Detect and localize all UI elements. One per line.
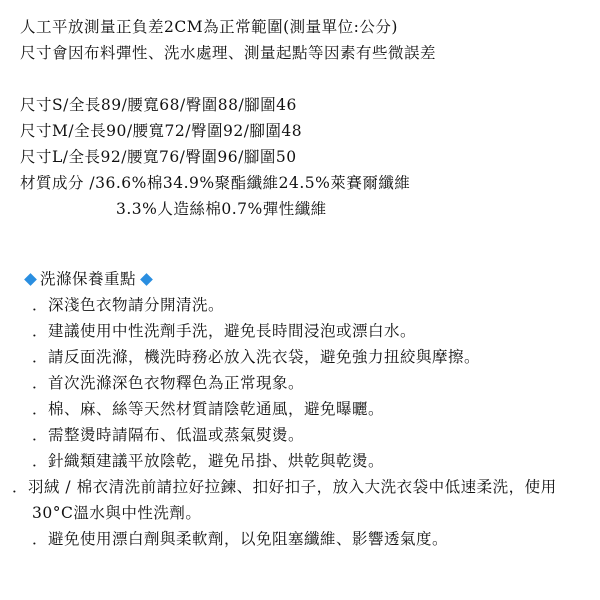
size-m-spec: 尺寸M/全長90/腰寬72/臀圍92/腳圍48 xyxy=(20,122,303,140)
care-item: ．避免使用漂白劑與柔軟劑，以免阻塞纖維、影響透氣度。 xyxy=(32,530,449,548)
care-item: ．棉、麻、絲等天然材質請陰乾通風，避免曝曬。 xyxy=(32,400,385,418)
spacer xyxy=(20,66,590,92)
care-title-text: 洗滌保養重點 xyxy=(40,270,137,288)
care-item: ．針織類建議平放陰乾，避免吊掛、烘乾與乾燙。 xyxy=(32,452,385,470)
size-l-spec: 尺寸L/全長92/腰寬76/臀圍96/腳圍50 xyxy=(20,148,297,166)
spacer xyxy=(20,248,590,266)
care-item: ．首次洗滌深色衣物釋色為正常現象。 xyxy=(32,374,305,392)
diamond-bullet-icon xyxy=(140,273,153,286)
care-item: ．需整燙時請隔布、低溫或蒸氣熨燙。 xyxy=(32,426,305,444)
material-composition: 材質成分 /36.6%棉34.9%聚酯纖維24.5%萊賽爾纖維 xyxy=(20,174,411,192)
measurement-note: 人工平放測量正負差2CM為正常範圍(測量單位:公分) xyxy=(20,18,398,36)
care-item: ．羽絨 / 棉衣清洗前請拉好拉鍊、扣好扣子，放入大洗衣袋中低速柔洗，使用30°C溫水與中性洗劑。 xyxy=(12,478,557,522)
material-composition-cont: 3.3%人造絲棉0.7%彈性纖維 xyxy=(116,200,327,218)
product-info-text xyxy=(12,14,590,552)
care-item: ．請反面洗滌，機洗時務必放入洗衣袋，避免強力扭絞與摩擦。 xyxy=(32,348,481,366)
spacer xyxy=(20,222,590,248)
size-s-spec: 尺寸S/全長89/腰寬68/臀圍88/腳圍46 xyxy=(20,96,297,114)
care-item: ．建議使用中性洗劑手洗，避免長時間浸泡或漂白水。 xyxy=(32,322,417,340)
measurement-variance-note: 尺寸會因布料彈性、洗水處理、測量起點等因素有些微誤差 xyxy=(20,44,437,62)
care-instructions-title xyxy=(20,266,590,292)
diamond-bullet-icon xyxy=(24,273,37,286)
care-item: ．深淺色衣物請分開清洗。 xyxy=(32,296,225,314)
